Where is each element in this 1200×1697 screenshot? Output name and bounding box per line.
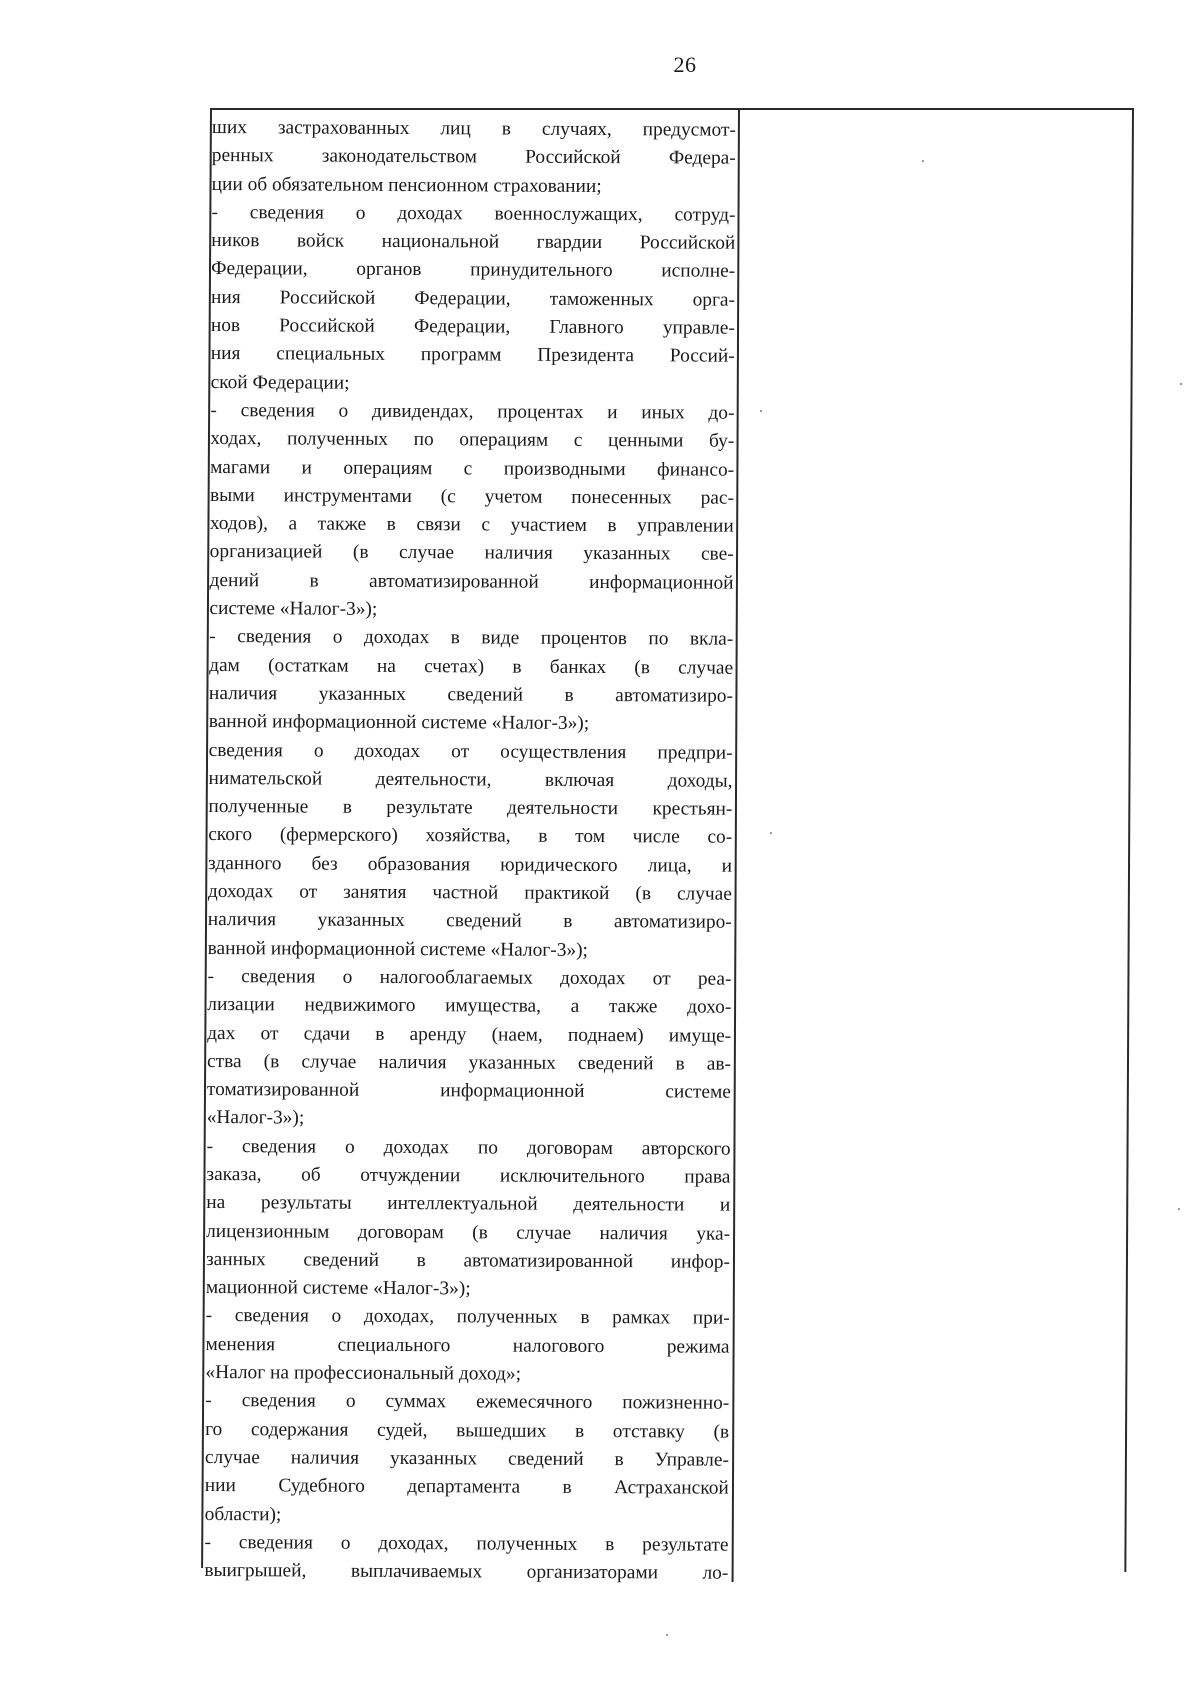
text-line: занных сведений в автоматизированной инфор- [205,1248,731,1273]
page-number: 26 [673,52,697,77]
text-line: наличия указанных сведений в автоматизиро- [208,682,734,707]
text-line: ства (в случае наличия указанных сведений в ав- [206,1050,732,1075]
text-line: ния специальных программ Президента Россий- [210,343,735,368]
text-line: ванной информационной системе «Налог-3»); [207,937,589,961]
text-line: ванной информационной системе «Налог-3»); [208,711,590,735]
text-line: - сведения о доходах, полученных в результате [204,1531,729,1556]
text-line: полученные в результате деятельности крестьян- [208,796,733,820]
text-line: - сведения о доходах по договорам авторского [206,1135,731,1160]
text-line: лицензионным договорам (в случае наличия ука- [206,1220,731,1245]
text-line: ходов), а также в связи с участием в управлении [209,513,734,537]
text-line: ренных законодательством Российской Федера- [211,145,736,170]
text-line: дам (остаткам на счетах) в банках (в случае [209,654,734,679]
text-line: сведения о доходах от осуществления предпри- [208,739,733,764]
text-line: дах от сдачи в аренду (наем, поднаем) имуще- [207,1022,732,1047]
text-line: наличия указанных сведений в автоматизиро- [207,909,732,934]
text-line: ции об обязательном пенсионном страховании; [211,173,602,197]
text-line: заказа, об отчуждении исключительного права [206,1163,731,1188]
scan-speck [1180,383,1182,385]
text-line: лизации недвижимого имущества, а также дохо- [207,994,732,1018]
text-line: томатизированной информационной системе [206,1079,731,1103]
scan-speck [666,1634,668,1636]
text-line: «Налог-3»); [206,1107,305,1129]
text-line: случае наличия указанных сведений в Управле- [204,1446,730,1471]
text-line: области); [204,1503,282,1525]
text-line: ния Российской Федерации, таможенных орга- [210,286,736,311]
table-top-border [212,108,1134,110]
text-line: нимательской деятельности, включая доходы, [208,767,733,792]
text-line: системе «Налог-3»); [209,598,378,620]
text-line: ской Федерации; [210,371,350,394]
text-line: выигрышей, выплачиваемых организаторами ло- [204,1560,729,1584]
text-line: ходах, полученных по операциям с ценными бу- [210,428,735,453]
text-line: доходах от занятия частной практикой (в случае [207,881,732,905]
scan-speck [760,410,762,412]
text-line: дений в автоматизированной информационной [209,569,734,594]
table-cell-text [204,114,736,1588]
text-line: нов Российской Федерации, Главного управле- [210,315,735,339]
text-line: го содержания судей, вышедших в отставку (в [205,1418,730,1443]
text-line: Федерации, органов принудительного исполне- [211,258,736,283]
text-line: нии Судебного департамента в Астраханской [204,1475,729,1499]
text-line: менения специального налогового режима [205,1333,730,1358]
text-line: на результаты интеллектуальной деятельности и [206,1192,731,1217]
text-line: - сведения о доходах военнослужащих, сотруд- [211,201,736,226]
text-line: выми инструментами (с учетом понесенных рас- [209,484,735,509]
text-line: - сведения о налогооблагаемых доходах от реа- [207,965,732,990]
text-line: зданного без образования юридического лица, и [208,852,733,877]
text-line: - сведения о доходах в виде процентов по вкла- [209,626,734,651]
text-line: ского (фермерского) хозяйства, в том числе со- [208,824,733,849]
text-line: «Налог на профессиональный доход»; [205,1362,522,1385]
scan-speck [922,160,924,162]
text-line: организацией (в случае наличия указанных све- [209,541,734,566]
text-line: ников войск национальной гвардии Российской [211,230,736,254]
table-right-border [1124,108,1134,1572]
scan-speck [1178,1208,1180,1210]
text-line: мационной системе «Налог-3»); [205,1277,471,1300]
text-line: - сведения о дивидендах, процентах и иных до- [210,399,735,424]
text-line: магами и операциям с производными финансо- [210,456,735,481]
text-line: ших застрахованных лиц в случаях, предусмот- [211,116,736,141]
scan-speck [770,832,772,834]
text-line: - сведения о доходах, полученных в рамках при- [205,1305,730,1330]
text-line: - сведения о суммах ежемесячного пожизненно- [205,1390,730,1415]
